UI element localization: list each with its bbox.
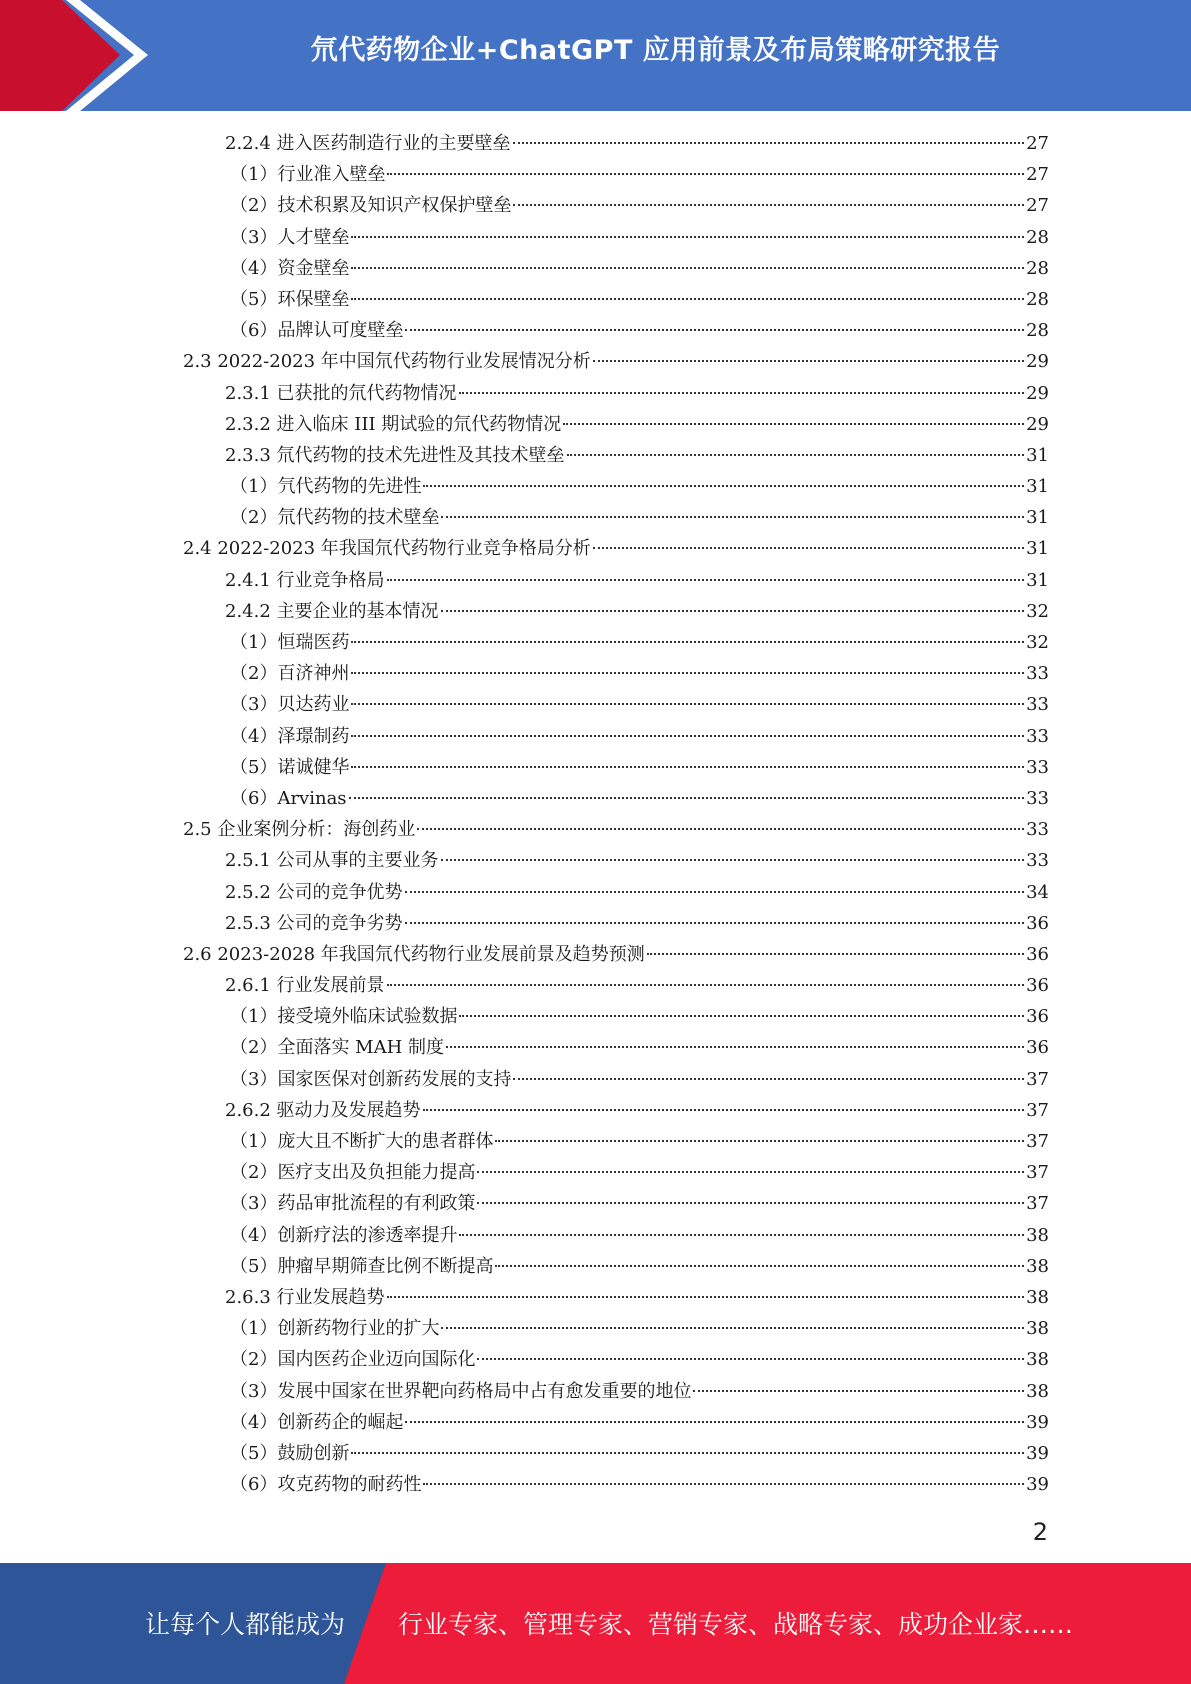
toc-entry-page: 36	[1026, 975, 1049, 997]
toc-entry[interactable]	[183, 1157, 1049, 1188]
toc-entry-page: 36	[1026, 943, 1049, 965]
toc-entry-label: （5）环保壁垒	[230, 288, 350, 310]
toc-entry[interactable]	[183, 845, 1049, 876]
toc-dot-leader	[351, 766, 1024, 768]
footer-slogan-right: 行业专家、管理专家、营销专家、战略专家、成功企业家……	[398, 1610, 1074, 1639]
toc-entry-page: 38	[1026, 1318, 1049, 1340]
toc-entry[interactable]	[183, 409, 1049, 440]
toc-entry-label: 2.6.2 驱动力及发展趋势	[225, 1099, 421, 1121]
toc-entry-page: 36	[1026, 1037, 1049, 1059]
toc-entry-label: （3）国家医保对创新药发展的支持	[230, 1068, 512, 1090]
footer-slogan-left: 让每个人都能成为	[145, 1610, 346, 1639]
toc-entry[interactable]	[183, 190, 1049, 221]
toc-entry-label: （5）鼓励创新	[230, 1442, 350, 1464]
report-title: 氘代药物企业+ChatGPT 应用前景及布局策略研究报告	[310, 35, 1001, 66]
toc-entry-page: 38	[1026, 1380, 1049, 1402]
toc-entry-label: 2.5.1 公司从事的主要业务	[225, 850, 439, 872]
toc-entry[interactable]	[183, 1001, 1049, 1032]
toc-entry[interactable]	[183, 1376, 1049, 1407]
toc-dot-leader	[405, 891, 1025, 893]
toc-entry-label: （2）医疗支出及负担能力提高	[230, 1162, 476, 1184]
toc-entry-page: 33	[1026, 663, 1049, 685]
toc-dot-leader	[423, 1109, 1025, 1111]
toc-entry[interactable]	[183, 159, 1049, 190]
toc-entry[interactable]	[183, 1095, 1049, 1126]
toc-dot-leader	[446, 1046, 1024, 1048]
toc-entry-page: 38	[1026, 1224, 1049, 1246]
toc-dot-leader	[387, 1296, 1025, 1298]
toc-entry[interactable]	[183, 1344, 1049, 1375]
toc-dot-leader	[459, 1234, 1024, 1236]
toc-entry[interactable]	[183, 378, 1049, 409]
toc-entry-label: （1）氕代药物的先进性	[230, 476, 422, 498]
toc-dot-leader	[351, 703, 1024, 705]
page-number: 2	[1032, 1518, 1048, 1546]
toc-entry-page: 38	[1026, 1286, 1049, 1308]
toc-dot-leader	[441, 1327, 1024, 1329]
toc-entry[interactable]	[183, 1188, 1049, 1219]
toc-entry-page: 31	[1026, 507, 1049, 529]
toc-entry-label: 2.5.3 公司的竞争劣势	[225, 912, 403, 934]
toc-dot-leader	[417, 828, 1024, 830]
toc-entry-label: （4）泽璟制药	[230, 725, 350, 747]
toc-entry-label: （4）资金壁垒	[230, 257, 350, 279]
toc-dot-leader	[567, 454, 1025, 456]
toc-dot-leader	[477, 1358, 1024, 1360]
toc-dot-leader	[513, 1078, 1024, 1080]
toc-dot-leader	[693, 1390, 1024, 1392]
toc-dot-leader	[593, 547, 1024, 549]
toc-entry[interactable]	[183, 752, 1049, 783]
toc-entry[interactable]	[183, 721, 1049, 752]
toc-entry-page: 27	[1026, 164, 1049, 186]
toc-entry[interactable]	[183, 939, 1049, 970]
toc-entry[interactable]	[183, 877, 1049, 908]
toc-entry[interactable]	[183, 814, 1049, 845]
toc-entry[interactable]	[183, 1469, 1049, 1500]
toc-entry-label: 2.6 2023-2028 年我国氘代药物行业发展前景及趋势预测	[183, 943, 645, 965]
toc-entry-page: 38	[1026, 1255, 1049, 1277]
toc-entry-label: 2.3.3 氘代药物的技术先进性及其技术壁垒	[225, 444, 565, 466]
toc-dot-leader	[349, 797, 1025, 799]
toc-dot-leader	[495, 1140, 1024, 1142]
page-header	[0, 0, 1191, 111]
toc-dot-leader	[563, 423, 1024, 425]
toc-entry-label: 2.3.2 进入临床 III 期试验的氘代药物情况	[225, 413, 562, 435]
toc-entry-label: （3）人才壁垒	[230, 226, 350, 248]
toc-entry-label: （3）发展中国家在世界靶向药格局中占有愈发重要的地位	[230, 1380, 692, 1402]
toc-entry-label: （2）国内医药企业迈向国际化	[230, 1349, 476, 1371]
toc-entry[interactable]	[183, 1126, 1049, 1157]
toc-dot-leader	[593, 360, 1024, 362]
toc-entry-page: 29	[1026, 413, 1049, 435]
toc-entry[interactable]	[183, 596, 1049, 627]
toc-entry[interactable]	[183, 1313, 1049, 1344]
header-red-chevron	[0, 0, 120, 111]
toc-entry-page: 39	[1026, 1474, 1049, 1496]
toc-entry-label: （4）创新疗法的渗透率提升	[230, 1224, 458, 1246]
toc-entry-label: （2）技术积累及知识产权保护壁垒	[230, 195, 512, 217]
toc-entry[interactable]	[183, 284, 1049, 315]
toc-entry-page: 33	[1026, 725, 1049, 747]
toc-entry-page: 28	[1026, 288, 1049, 310]
toc-entry-page: 27	[1026, 133, 1049, 154]
toc-entry-label: （2）全面落实 MAH 制度	[230, 1037, 445, 1059]
toc-entry[interactable]	[183, 1282, 1049, 1313]
toc-entry-label: （5）诺诚健华	[230, 756, 350, 778]
toc-entry-label: 2.5 企业案例分析：海创药业	[183, 819, 416, 841]
toc-entry-label: （2）百济神州	[230, 663, 350, 685]
toc-entry-page: 33	[1026, 787, 1049, 809]
toc-entry[interactable]	[183, 315, 1049, 346]
toc-entry[interactable]	[183, 1220, 1049, 1251]
toc-entry-page: 36	[1026, 912, 1049, 934]
toc-dot-leader	[513, 204, 1024, 206]
toc-entry-page: 37	[1026, 1099, 1049, 1121]
toc-entry[interactable]	[183, 1032, 1049, 1063]
toc-dot-leader	[387, 579, 1025, 581]
page-footer	[0, 1563, 1191, 1684]
toc-dot-leader	[351, 672, 1024, 674]
toc-entry-page: 33	[1026, 819, 1049, 841]
toc-dot-leader	[405, 1421, 1024, 1423]
toc-entry[interactable]	[183, 128, 1049, 159]
toc-dot-leader	[351, 641, 1024, 643]
toc-entry-page: 28	[1026, 226, 1049, 248]
toc-entry-label: 2.5.2 公司的竞争优势	[225, 881, 403, 903]
toc-entry-page: 32	[1026, 632, 1049, 653]
toc-entry[interactable]	[183, 627, 1049, 658]
toc-dot-leader	[423, 1483, 1024, 1485]
toc-entry-page: 31	[1026, 444, 1049, 466]
toc-dot-leader	[513, 142, 1025, 144]
toc-entry-page: 32	[1026, 600, 1049, 622]
toc-entry-page: 28	[1026, 320, 1049, 342]
toc-entry[interactable]	[183, 1251, 1049, 1282]
toc-entry-label: （3）贝达药业	[230, 694, 350, 716]
toc-entry-page: 29	[1026, 351, 1049, 373]
toc-entry[interactable]	[183, 1407, 1049, 1438]
toc-entry-label: （6）攻克药物的耐药性	[230, 1474, 422, 1496]
toc-entry[interactable]	[183, 346, 1049, 377]
toc-dot-leader	[423, 485, 1024, 487]
toc-entry[interactable]	[183, 222, 1049, 253]
toc-entry-label: （1）恒瑞医药	[230, 632, 350, 653]
toc-entry-label: 2.3.1 已获批的氘代药物情况	[225, 382, 457, 404]
toc-dot-leader	[351, 267, 1024, 269]
toc-dot-leader	[441, 859, 1025, 861]
toc-entry-page: 28	[1026, 257, 1049, 279]
toc-entry-page: 29	[1026, 382, 1049, 404]
toc-entry[interactable]	[183, 1064, 1049, 1095]
toc-entry[interactable]	[183, 689, 1049, 720]
toc-entry[interactable]	[183, 658, 1049, 689]
toc-dot-leader	[405, 922, 1025, 924]
toc-entry-label: 2.4.1 行业竞争格局	[225, 569, 385, 591]
toc-entry-label: 2.4 2022-2023 年我国氘代药物行业竞争格局分析	[183, 538, 591, 560]
toc-entry-label: 2.3 2022-2023 年中国氘代药物行业发展情况分析	[183, 351, 591, 373]
toc-entry-page: 39	[1026, 1411, 1049, 1433]
toc-dot-leader	[387, 984, 1025, 986]
toc-dot-leader	[351, 1452, 1024, 1454]
toc-entry-label: 2.4.2 主要企业的基本情况	[225, 600, 439, 622]
toc-dot-leader	[387, 173, 1024, 175]
toc-entry-page: 31	[1026, 538, 1049, 560]
toc-entry[interactable]	[183, 471, 1049, 502]
toc-entry[interactable]	[183, 908, 1049, 939]
toc-dot-leader	[351, 236, 1024, 238]
toc-entry[interactable]	[183, 533, 1049, 564]
toc-entry[interactable]	[183, 502, 1049, 533]
toc-entry-label: 2.6.3 行业发展趋势	[225, 1286, 385, 1308]
toc-entry-page: 38	[1026, 1349, 1049, 1371]
toc-entry[interactable]	[183, 565, 1049, 596]
toc-dot-leader	[459, 392, 1025, 394]
toc-entry-page: 31	[1026, 476, 1049, 498]
toc-dot-leader	[351, 735, 1024, 737]
toc-entry-page: 37	[1026, 1193, 1049, 1215]
toc-entry[interactable]	[183, 970, 1049, 1001]
toc-entry-page: 36	[1026, 1006, 1049, 1028]
toc-entry-label: 2.6.1 行业发展前景	[225, 975, 385, 997]
toc-entry-label: （5）肿瘤早期筛查比例不断提高	[230, 1255, 494, 1277]
toc-dot-leader	[441, 516, 1024, 518]
toc-dot-leader	[351, 298, 1024, 300]
toc-entry-label: 2.2.4 进入医药制造行业的主要壁垒	[225, 133, 511, 154]
toc-entry-page: 33	[1026, 850, 1049, 872]
toc-dot-leader	[441, 610, 1025, 612]
toc-entry[interactable]	[183, 253, 1049, 284]
toc-entry-label: （4）创新药企的崛起	[230, 1411, 404, 1433]
toc-entry-label: （6）品牌认可度壁垒	[230, 320, 404, 342]
toc-entry-label: （1）庞大且不断扩大的患者群体	[230, 1131, 494, 1152]
toc-entry-label: （2）氘代药物的技术壁垒	[230, 507, 440, 529]
toc-entry-page: 33	[1026, 694, 1049, 716]
toc-dot-leader	[477, 1202, 1024, 1204]
toc-entry-page: 31	[1026, 569, 1049, 591]
toc-entry-label: （6）Arvinas	[230, 787, 347, 809]
toc-entry-label: （3）药品审批流程的有利政策	[230, 1193, 476, 1215]
toc-entry-page: 39	[1026, 1442, 1049, 1464]
toc-entry-page: 37	[1026, 1068, 1049, 1090]
toc-entry-label: （1）行业准入壁垒	[230, 164, 386, 186]
table-of-contents	[183, 128, 1049, 1500]
toc-entry[interactable]	[183, 783, 1049, 814]
toc-dot-leader	[477, 1171, 1024, 1173]
toc-entry-page: 37	[1026, 1162, 1049, 1184]
toc-entry-page: 27	[1026, 195, 1049, 217]
toc-entry-label: （1）接受境外临床试验数据	[230, 1006, 458, 1028]
toc-dot-leader	[405, 329, 1024, 331]
toc-entry[interactable]	[183, 1438, 1049, 1469]
toc-entry[interactable]	[183, 440, 1049, 471]
toc-dot-leader	[495, 1265, 1024, 1267]
toc-dot-leader	[647, 953, 1024, 955]
toc-dot-leader	[459, 1015, 1024, 1017]
toc-entry-page: 37	[1026, 1131, 1049, 1152]
toc-entry-page: 34	[1026, 881, 1049, 903]
toc-entry-label: （1）创新药物行业的扩大	[230, 1318, 440, 1340]
toc-entry-page: 33	[1026, 756, 1049, 778]
